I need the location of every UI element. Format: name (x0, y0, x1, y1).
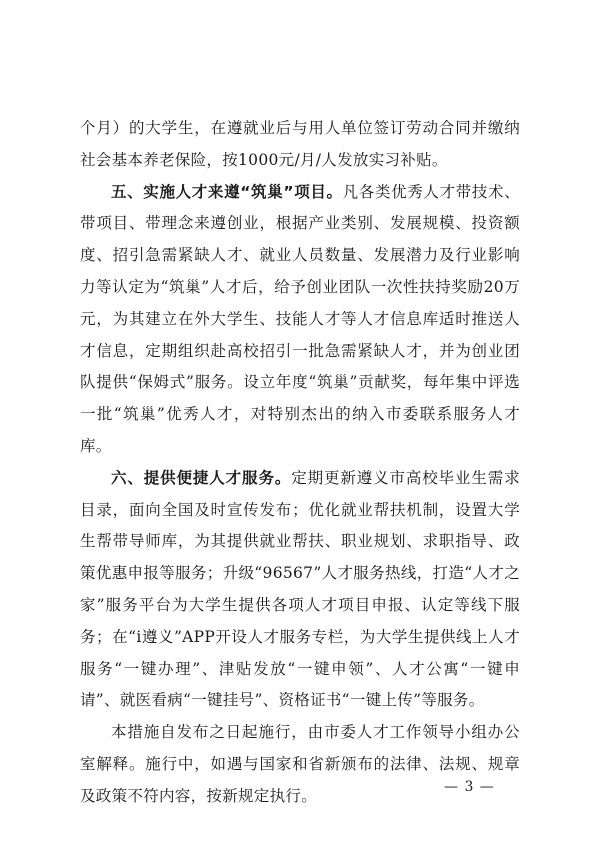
paragraph-closing (80, 717, 520, 812)
paragraph-text: 本措施自发布之日起施行，由市委人才工作领导小组办公室解释。施行中，如遇与国家和省新颁布的法律、法规、规章及政策不符内容，按新规定执行。 (80, 723, 520, 805)
paragraph-text: 定期更新遵义市高校毕业生需求目录，面向全国及时宣传发布；优化就业帮扶机制，设置大学生帮带导师库，为其提供就业帮扶、职业规划、求职指导、政策优惠申报等服务；升级“96567”人才服务热线，打造“人才之家”服务平台为大学生提供各项人才项目申报、认定等线下服务；在“i遵义”APP开设人才服务专栏，为大学生提供线上人才服务“一键办理”、津贴发放“一键申领”、人才公寓“一键申请”、就医看病“一键挂号”、资格证书“一键上传”等服务。 (80, 468, 520, 710)
document-body (80, 113, 520, 813)
section-heading: 五、实施人才来遵“筑巢”项目。 (111, 182, 343, 201)
paragraph-section-six (80, 463, 520, 717)
section-heading: 六、提供便捷人才服务。 (111, 468, 292, 487)
paragraph-text: 凡各类优秀人才带技术、带项目、带理念来遵创业，根据产业类别、发展规模、投资额度、招引急需紧缺人才、就业人员数量、发展潜力及行业影响力等认定为“筑巢”人才后，给予创业团队一次性扶持奖励20万元，为其建立在外大学生、技能人才等人才信息库适时推送人才信息，定期组织赴高校招引一批急需紧缺人才，并为创业团队提供“保姆式”服务。设立年度“筑巢”贡献奖，每年集中评选一批“筑巢”优秀人才，对特别杰出的纳入市委联系服务人才库。 (80, 182, 520, 455)
page-number: — 3 — (444, 779, 495, 795)
paragraph-text: 个月）的大学生，在遵就业后与用人单位签订劳动合同并缴纳社会基本养老保险，按1000元/月/人发放实习补贴。 (80, 119, 520, 169)
paragraph-section-five (80, 177, 520, 463)
paragraph-continued (80, 113, 520, 177)
